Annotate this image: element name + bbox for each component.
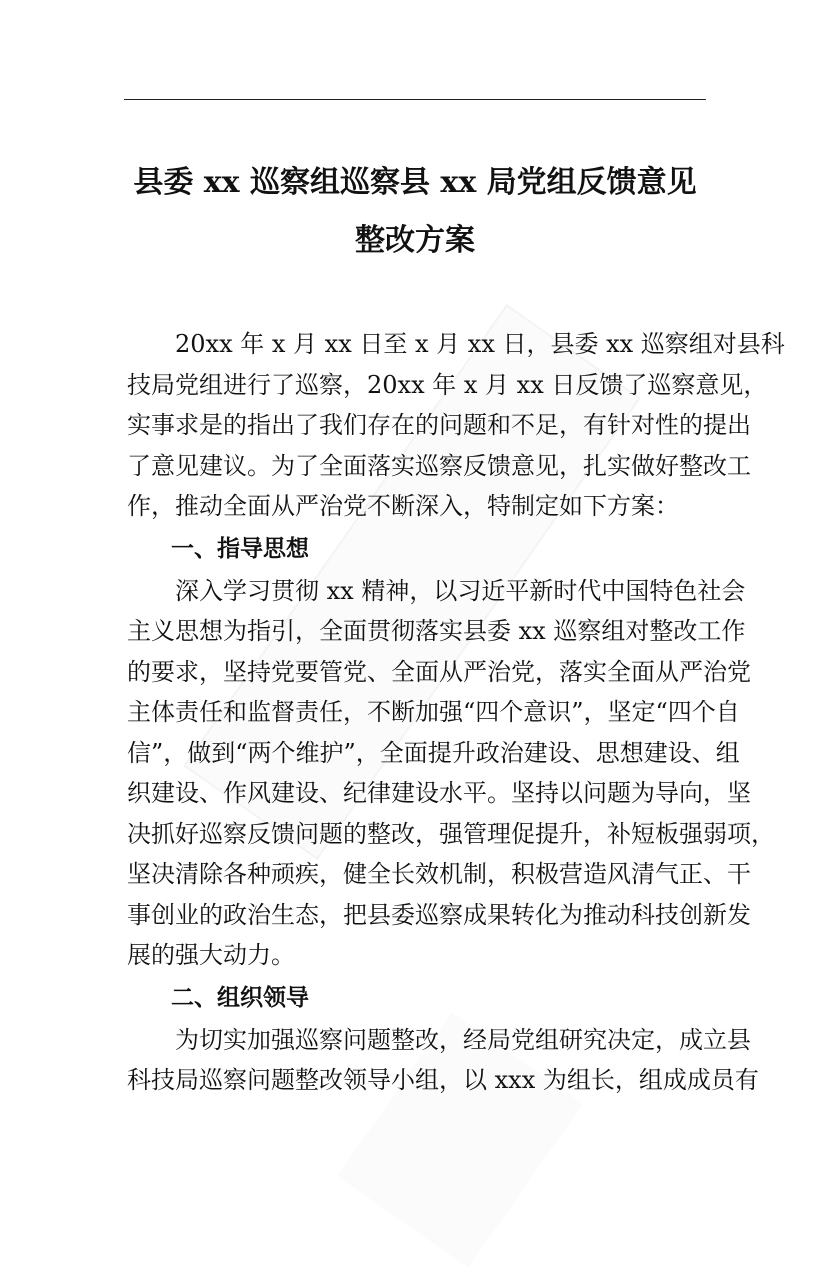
section-heading: 一、指导思想 bbox=[171, 535, 309, 562]
paragraph-line: 坚决清除各种顽疾，健全长效机制，积极营造风清气正、干 bbox=[127, 860, 751, 888]
document-body bbox=[127, 324, 785, 1101]
paragraph-line: 主义思想为指引，全面贯彻落实县委 xx 巡察组对整改工作 bbox=[127, 617, 746, 645]
paragraph-line: 20xx 年 x 月 xx 日至 x 月 xx 日，县委 xx 巡察组对县科 bbox=[175, 330, 785, 358]
paragraph bbox=[127, 571, 775, 976]
paragraph-line: 的要求，坚持党要管党、全面从严治党，落实全面从严治党 bbox=[127, 657, 751, 686]
document-title-line-1: 县委 xx 巡察组巡察县 xx 局党组反馈意见 bbox=[133, 165, 697, 200]
paragraph-line: 事创业的政治生态，把县委巡察成果转化为推动科技创新发 bbox=[127, 900, 751, 929]
paragraph-line: 为切实加强巡察问题整改，经局党组研究决定，成立县 bbox=[175, 1025, 751, 1054]
paragraph-line: 决抓好巡察反馈问题的整改，强管理促提升，补短板强弱项， bbox=[127, 819, 775, 848]
section-heading: 二、组织领导 bbox=[171, 984, 309, 1011]
document-title-line-2: 整改方案 bbox=[355, 223, 475, 258]
paragraph-line: 织建设、作风建设、纪律建设水平。坚持以问题为导向，坚 bbox=[127, 779, 751, 807]
paragraph-line: 技局党组进行了巡察，20xx 年 x 月 xx 日反馈了巡察意见， bbox=[127, 370, 768, 399]
header-rule bbox=[124, 99, 706, 100]
paragraph-line: 了意见建议。为了全面落实巡察反馈意见，扎实做好整改工 bbox=[127, 451, 751, 480]
paragraph bbox=[127, 324, 785, 527]
paragraph-line: 作，推动全面从严治党不断深入，特制定如下方案： bbox=[127, 492, 679, 520]
paragraph-line: 实事求是的指出了我们存在的问题和不足，有针对性的提出 bbox=[127, 411, 751, 439]
paragraph-line: 展的强大动力。 bbox=[127, 941, 295, 969]
paragraph-line: 科技局巡察问题整改领导小组，以 xxx 为组长，组成成员有 bbox=[127, 1066, 759, 1094]
paragraph-line: 主体责任和监督责任，不断加强“四个意识”，坚定“四个自 bbox=[127, 698, 740, 726]
paragraph bbox=[127, 1020, 759, 1101]
paragraph-line: 信”，做到“两个维护”，全面提升政治建设、思想建设、组 bbox=[127, 738, 740, 767]
paragraph-line: 深入学习贯彻 xx 精神，以习近平新时代中国特色社会 bbox=[175, 576, 746, 605]
